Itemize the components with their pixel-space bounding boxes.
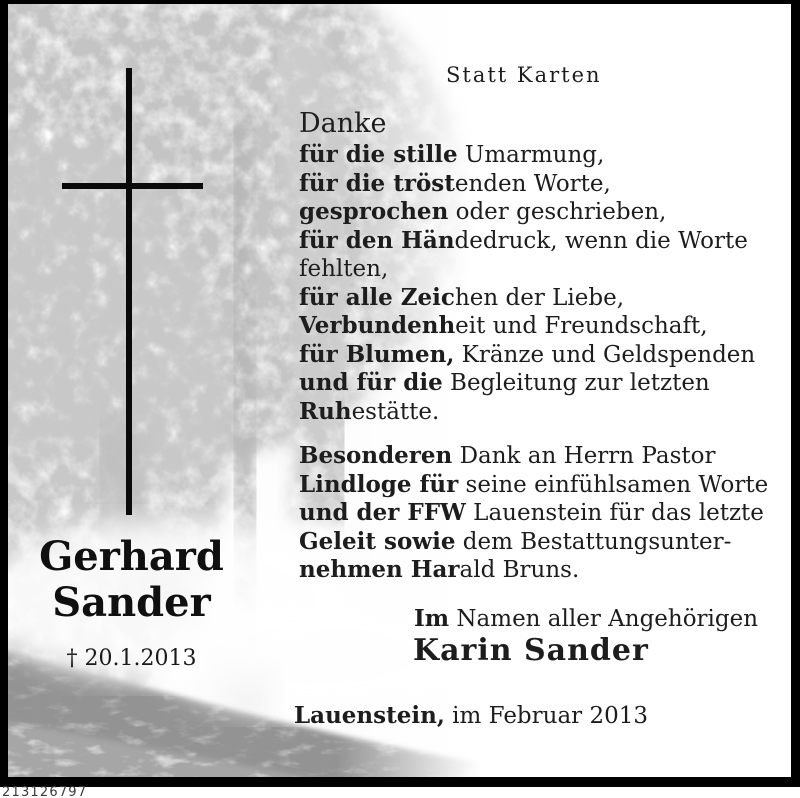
thanks-line-rest: dedruck, wenn die Worte — [454, 227, 748, 254]
deceased-name-block — [24, 534, 239, 672]
thanks-line — [299, 499, 768, 528]
place-and-date-line — [294, 702, 648, 731]
thanks-line — [299, 398, 755, 427]
thanks-line-rest: Lauenstein für das letzte — [465, 500, 764, 526]
thanks-line-rest: ald Bruns. — [459, 557, 580, 583]
cross-vertical-bar — [126, 68, 132, 515]
thanks-line — [299, 198, 755, 227]
thanks-line-rest: dem Bestattungsunter- — [455, 528, 732, 555]
thanks-line — [299, 471, 768, 500]
thanks-line-rest: estätte. — [351, 398, 440, 425]
danke-heading: Danke — [299, 108, 387, 139]
thanks-line — [299, 312, 755, 341]
thanks-line-bold: für alle Zeic — [299, 283, 455, 311]
thanks-line-bold: für Blumen, — [299, 340, 455, 368]
thanks-line — [299, 170, 755, 199]
thanks-line-bold: für die tröst — [299, 169, 455, 197]
thanks-line-bold: Geleit sowie — [299, 527, 456, 555]
thanks-line-rest: Kränze und Geldspenden — [454, 341, 756, 368]
in-the-name-of-bold: Im — [414, 605, 450, 632]
thanks-line-rest: oder geschrieben, — [448, 199, 667, 225]
signature-name: Karin Sander — [413, 633, 649, 668]
thanks-line-bold: für den Hän — [299, 226, 455, 254]
special-thanks-paragraph — [299, 442, 768, 585]
thanks-line-bold: Besonderen — [299, 442, 453, 469]
deceased-last-name: Sander — [52, 579, 211, 626]
thanks-line — [299, 442, 768, 471]
thanks-line — [299, 141, 755, 170]
thanks-line-bold: gesprochen — [299, 198, 449, 225]
thanks-line-rest: fehlten, — [299, 256, 389, 282]
thanks-line — [299, 227, 755, 256]
thanks-line — [299, 528, 768, 557]
thanks-line-rest: seine einfühlsamen Worte — [458, 471, 769, 498]
thanks-line-bold: nehmen Har — [299, 556, 460, 583]
thanks-line-rest: enden Worte, — [454, 170, 611, 197]
thanks-line-bold: Lindloge für — [299, 470, 459, 498]
thanks-line — [299, 341, 755, 370]
place-bold: Lauenstein, — [294, 702, 445, 729]
cross-horizontal-bar — [62, 183, 203, 189]
thanks-line-bold: und der FFW — [299, 499, 466, 526]
thanks-line-bold: für die stille — [299, 141, 458, 168]
thanks-line-rest: eit und Freundschaft, — [455, 313, 708, 339]
thanks-line — [299, 284, 755, 313]
thanks-line-rest: Umarmung, — [457, 142, 605, 168]
thanks-line-bold: und für die — [299, 369, 443, 396]
statt-karten-header: Statt Karten — [446, 63, 602, 87]
thanks-paragraph — [299, 141, 755, 426]
deceased-first-name: Gerhard — [39, 533, 224, 580]
thanks-line-bold: Ruh — [299, 397, 352, 425]
thanks-line — [299, 369, 755, 398]
date-rest: im Februar 2013 — [444, 703, 649, 729]
thanks-line-rest: Dank an Herrn Pastor — [452, 443, 716, 469]
thanks-line — [299, 556, 768, 585]
in-the-name-of-rest: Namen aller Angehörigen — [449, 606, 759, 632]
edition-reference-number: 213126797 — [2, 785, 88, 798]
death-date: † 20.1.2013 — [66, 646, 197, 671]
thanks-line-bold: Verbundenh — [299, 312, 456, 339]
in-the-name-of-line — [414, 605, 758, 634]
thanks-line-rest: hen der Liebe, — [454, 284, 625, 311]
thanks-line — [299, 255, 755, 284]
thanks-line-rest: Begleitung zur letzten — [442, 370, 710, 396]
